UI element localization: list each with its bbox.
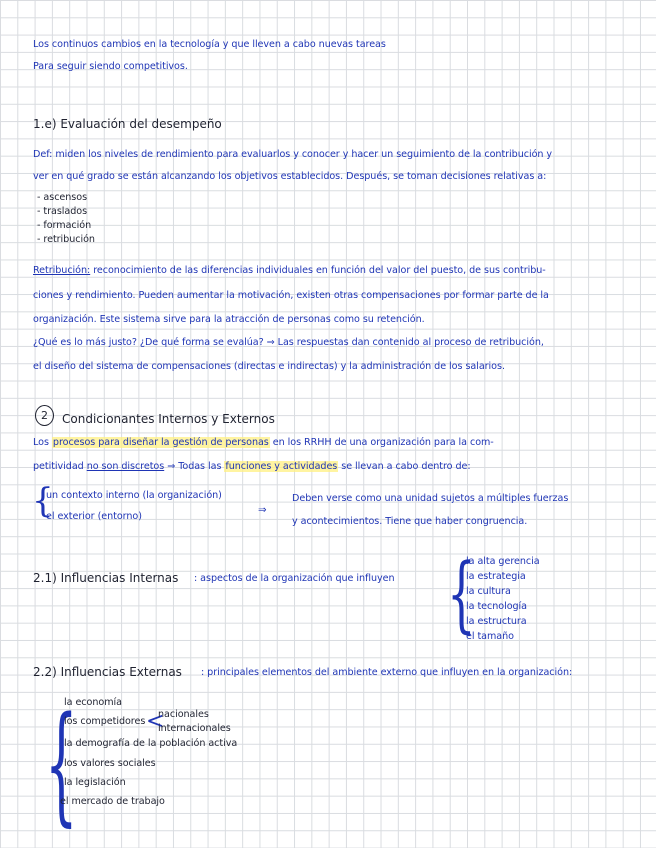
para2-text-c: se llevan a cabo dentro de: — [338, 461, 471, 472]
definition-line-2: ver en qué grado se están alcanzando los objetivos establecidos. Después, se toman decisiones relativas a: — [33, 171, 547, 182]
external-item-competidores: los competidores — [64, 716, 146, 727]
internal-item-cultura: la cultura — [466, 586, 511, 597]
list-item-retribucion: - retribución — [37, 234, 95, 245]
external-item-legislacion: la legislación — [64, 777, 126, 788]
list-item-ascensos: - ascensos — [37, 192, 88, 203]
question-line-2: el diseño del sistema de compensaciones (directas e indirectas) y la administración de los salarios. — [33, 361, 505, 372]
implies-arrow: ⇒ — [258, 505, 267, 516]
section-1e-heading: 1.e) Evaluación del desempeño — [33, 117, 222, 131]
external-influences-brace: { — [45, 690, 78, 839]
result-line-1: Deben verse como una unidad sujetos a múltiples fuerzas — [292, 493, 569, 504]
para2-text-b: ⇒ Todas las — [164, 461, 225, 472]
context-external: el exterior (entorno) — [46, 511, 142, 522]
external-item-economia: la economía — [64, 697, 122, 708]
intro-line-2: Para seguir siendo competitivos. — [33, 61, 188, 72]
result-line-2: y acontecimientos. Tiene que haber congruencia. — [292, 516, 528, 527]
section-22-description: : principales elementos del ambiente externo que influyen en la organización: — [201, 667, 573, 678]
internal-influences-brace: { — [447, 547, 476, 642]
para2-text-a: petitividad — [33, 461, 87, 472]
para-text-b: en los RRHH de una organización para la com- — [269, 437, 494, 448]
section-2-paragraph-line-2 — [33, 462, 471, 472]
retribution-line-2: ciones y rendimiento. Pueden aumentar la motivación, existen otras compensaciones por formar parte de la — [33, 290, 549, 301]
section-2-paragraph-line-1 — [33, 438, 494, 448]
question-line-1: ¿Qué es lo más justo? ¿De qué forma se evalúa? ⇒ Las respuestas dan contenido al proceso de retribución, — [33, 337, 544, 348]
section-21-description: : aspectos de la organización que influyen — [194, 573, 395, 584]
highlight-procesos: procesos para diseñar la gestión de personas — [52, 437, 269, 448]
context-internal: un contexto interno (la organización) — [46, 490, 222, 501]
retribution-line-1 — [33, 266, 546, 276]
internal-item-tecnologia: la tecnología — [466, 601, 528, 612]
external-item-mercado: el mercado de trabajo — [60, 796, 165, 807]
internal-item-estrategia: la estrategia — [466, 571, 526, 582]
list-item-traslados: - traslados — [37, 206, 88, 217]
section-2-number-circle: 2 — [35, 405, 54, 426]
external-item-valores: los valores sociales — [64, 758, 156, 769]
competitors-brace: < — [146, 709, 165, 734]
definition-line-1: Def: miden los niveles de rendimiento para evaluarlos y conocer y hacer un seguimiento de la contribución y — [33, 149, 553, 160]
competitors-international: internacionales — [158, 723, 231, 734]
section-21-heading: 2.1) Influencias Internas — [33, 571, 179, 585]
internal-item-estructura: la estructura — [466, 616, 527, 627]
underline-no-son-discretos: no son discretos — [86, 461, 165, 472]
intro-line-1: Los continuos cambios en la tecnología y que lleven a cabo nuevas tareas — [33, 39, 386, 50]
retribution-label: Retribución: — [33, 265, 91, 276]
competitors-national: nacionales — [158, 709, 209, 720]
section-22-heading: 2.2) Influencias Externas — [33, 665, 182, 679]
list-item-formacion: - formación — [37, 220, 92, 231]
internal-item-gerencia: la alta gerencia — [466, 556, 540, 567]
highlight-funciones: funciones y actividades — [225, 461, 338, 472]
external-item-demografia: la demografía de la población activa — [64, 738, 238, 749]
retribution-text-1: reconocimiento de las diferencias individuales en función del valor del puesto, de sus contribu- — [90, 265, 546, 276]
retribution-line-3: organización. Este sistema sirve para la atracción de personas como su retención. — [33, 314, 425, 325]
section-2-heading: Condicionantes Internos y Externos — [62, 412, 275, 426]
internal-item-tamano: el tamaño — [466, 631, 514, 642]
para-text-a: Los — [33, 437, 52, 448]
context-brace: { — [32, 481, 54, 521]
